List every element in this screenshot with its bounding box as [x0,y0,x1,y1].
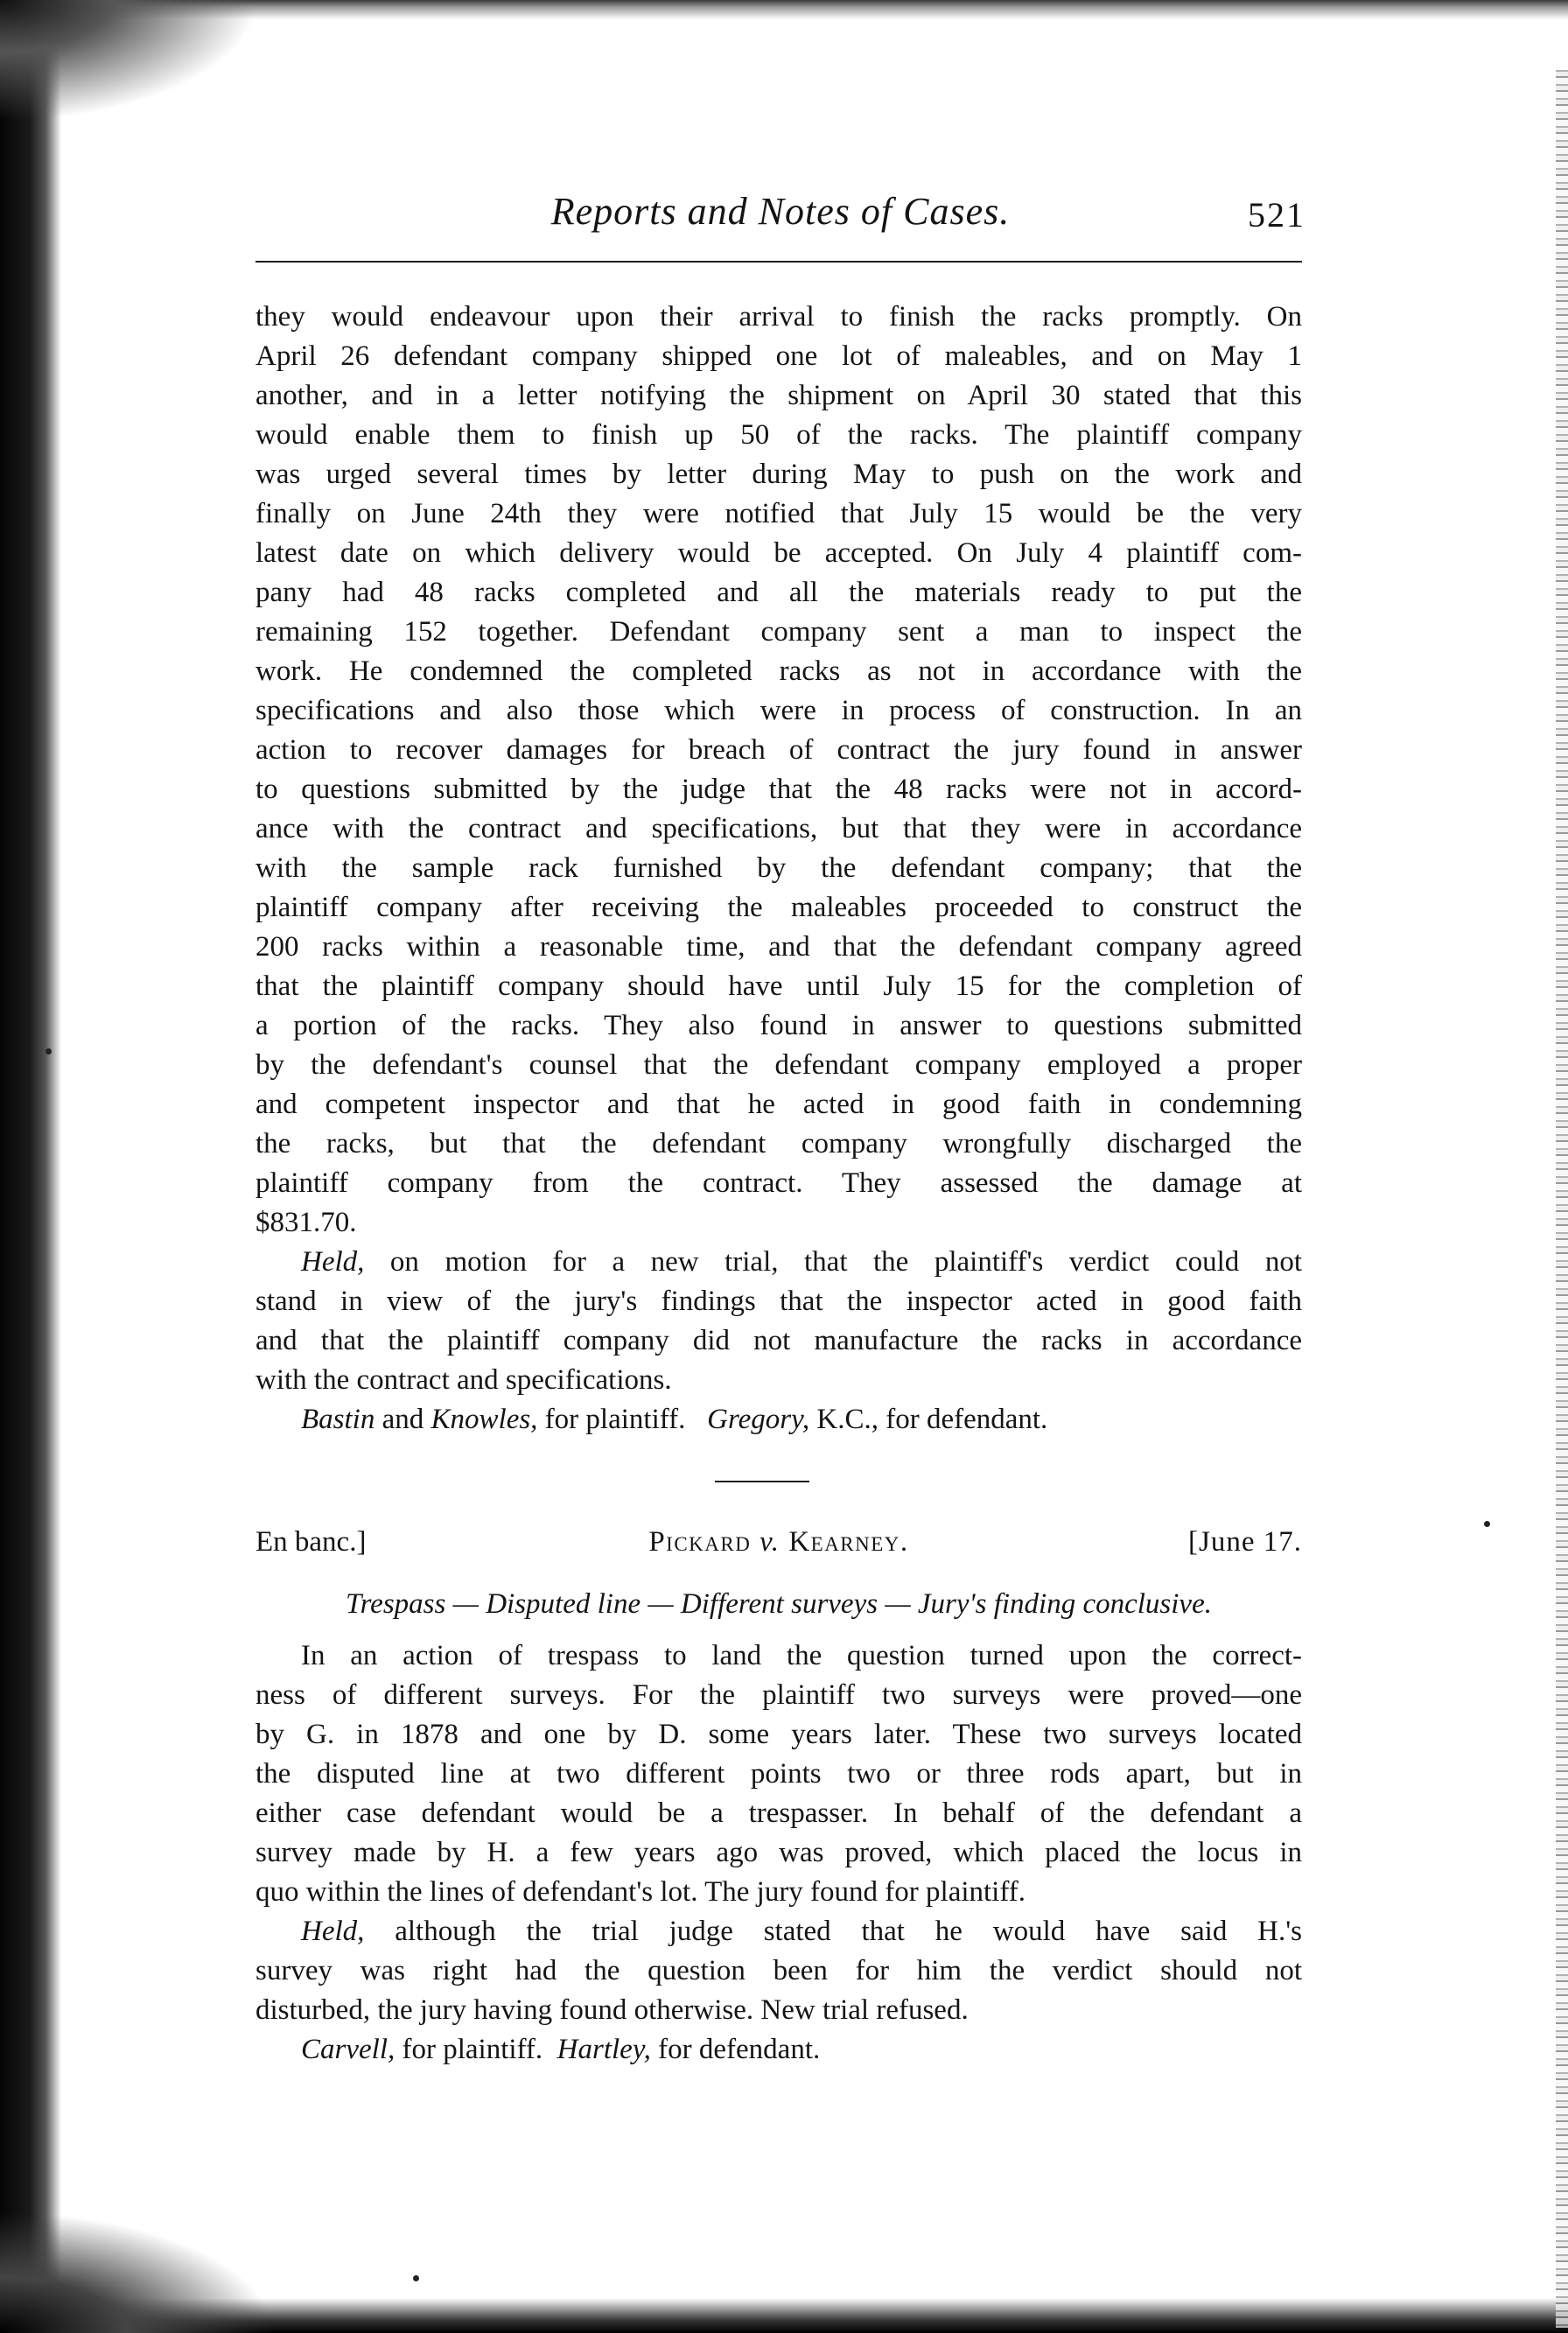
text-line: another, and in a letter notifying the shipment on April 30 stated that this [256,380,1302,411]
text-line: survey made by H. a few years ago was proved, which placed the locus in [256,1837,1302,1868]
text-line: and that the plaintiff company did not manufacture the racks in accordance [256,1325,1302,1356]
text-line: and competent inspector and that he acted in good faith in condemning [256,1089,1302,1120]
text-line: latest date on which delivery would be accepted. On July 4 plaintiff com- [256,537,1302,569]
scan-shadow-top-corner [0,0,280,131]
text-line: would enable them to finish up 50 of the racks. The plaintiff company [256,419,1302,451]
versus: v. [760,1526,780,1558]
counsel-and: and [382,1404,424,1435]
page-number: 521 [1248,195,1306,235]
scan-edge-right [1556,70,1568,2328]
text-line: either case defendant would be a trespasser. In behalf of the defendant a [256,1797,1302,1829]
text-line: with the contract and specifications. [256,1364,672,1396]
scan-shadow-bottom-corner [0,2202,298,2333]
catchwords: Trespass — Disputed line — Different surveys — Jury's finding conclusive. [346,1588,1212,1620]
text-line: ness of different surveys. For the plaintiff two surveys were proved—one [256,1679,1302,1711]
text-line: they would endeavour upon their arrival to finish the racks promptly. On [256,301,1302,333]
case-date: [June 17. [1188,1526,1302,1558]
text-line: the racks, but that the defendant company wrongfully discharged the [256,1128,1302,1159]
scan-speck [413,2275,419,2281]
text-line: stand in view of the jury's findings that the inspector acted in good faith [256,1286,1302,1317]
text-line: was urged several times by letter during May to push on the work and [256,459,1302,490]
section-divider [715,1481,809,1482]
held-word: Held, [301,1246,365,1278]
counsel-for-defendant: K.C., for defendant. [816,1404,1048,1435]
party-a: Pickard [648,1526,752,1558]
case1-body [256,298,1302,1440]
scan-speck [1484,1521,1490,1527]
counsel-defendant-name: Gregory, [707,1404,810,1435]
text-line: work. He condemned the completed racks as not in accordance with the [256,655,1302,687]
counsel-plaintiff-name-2: Knowles, [430,1404,538,1435]
text-line: by G. in 1878 and one by D. some years later. These two surveys located [256,1719,1302,1750]
text-line: In an action of trespass to land the question turned upon the correct- [301,1640,1302,1671]
text-line: April 26 defendant company shipped one lot of maleables, and on May 1 [256,340,1302,372]
text-line: by the defendant's counsel that the defendant company employed a proper [256,1049,1302,1081]
running-head [256,186,1306,238]
text-line: finally on June 24th they were notified that July 15 would be the very [256,498,1302,529]
court-label: En banc.] [256,1526,367,1558]
party-b: Kearney. [788,1526,909,1558]
text-line: remaining 152 together. Defendant company sent a man to inspect the [256,616,1302,648]
counsel-line [256,1400,1302,1440]
text-line: that the plaintiff company should have until July 15 for the completion of [256,970,1302,1002]
counsel-for-defendant: for defendant. [658,2034,821,2065]
text-line: a portion of the racks. They also found in answer to questions submitted [256,1010,1302,1041]
text-line: with the sample rack furnished by the defendant company; that the [256,852,1302,884]
held-text: although the trial judge stated that he would have said H.'s [395,1916,1302,1947]
counsel-plaintiff-name: Carvell, [301,2034,396,2065]
counsel-for-plaintiff: for plaintiff. [544,1404,686,1435]
text-line: survey was right had the question been for him the verdict should not [256,1955,1302,1986]
text-line: ance with the contract and specifications, but that they were in accordance [256,813,1302,844]
counsel-plaintiff-name: Bastin [301,1404,375,1435]
text-line: action to recover damages for breach of contract the jury found in answer [256,734,1302,766]
scan-shadow-left [0,0,61,2333]
held-text: on motion for a new trial, that the plaintiff's verdict could not [389,1246,1302,1278]
text-line: the disputed line at two different points two or three rods apart, but in [256,1758,1302,1790]
text-line: pany had 48 racks completed and all the materials ready to put the [256,577,1302,608]
text-line: specifications and also those which were in process of construction. In an [256,695,1302,726]
text-line: plaintiff company from the contract. They assessed the damage at [256,1167,1302,1199]
counsel-for-plaintiff: for plaintiff. [402,2034,543,2065]
case2-heading [256,1519,1302,1565]
held-line [256,1912,1302,1951]
text-line: $831.70. [256,1207,357,1238]
text-line: quo within the lines of defendant's lot. The jury found for plaintiff. [256,1876,1026,1908]
text-line: 200 racks within a reasonable time, and that the defendant company agreed [256,931,1302,963]
case-name [256,1519,1302,1565]
counsel-line [256,2030,1302,2070]
case2-body [256,1636,1302,2070]
held-word: Held, [301,1916,365,1947]
header-rule [256,261,1302,263]
text-line: disturbed, the jury having found otherwise. New trial refused. [256,1994,969,2026]
text-line: to questions submitted by the judge that the 48 racks were not in accord- [256,774,1302,805]
text-line: plaintiff company after receiving the maleables proceeded to construct the [256,892,1302,923]
counsel-defendant-name: Hartley, [556,2034,651,2065]
held-line [256,1243,1302,1282]
scan-speck [46,1048,52,1054]
running-title: Reports and Notes of Cases. [550,190,1011,233]
